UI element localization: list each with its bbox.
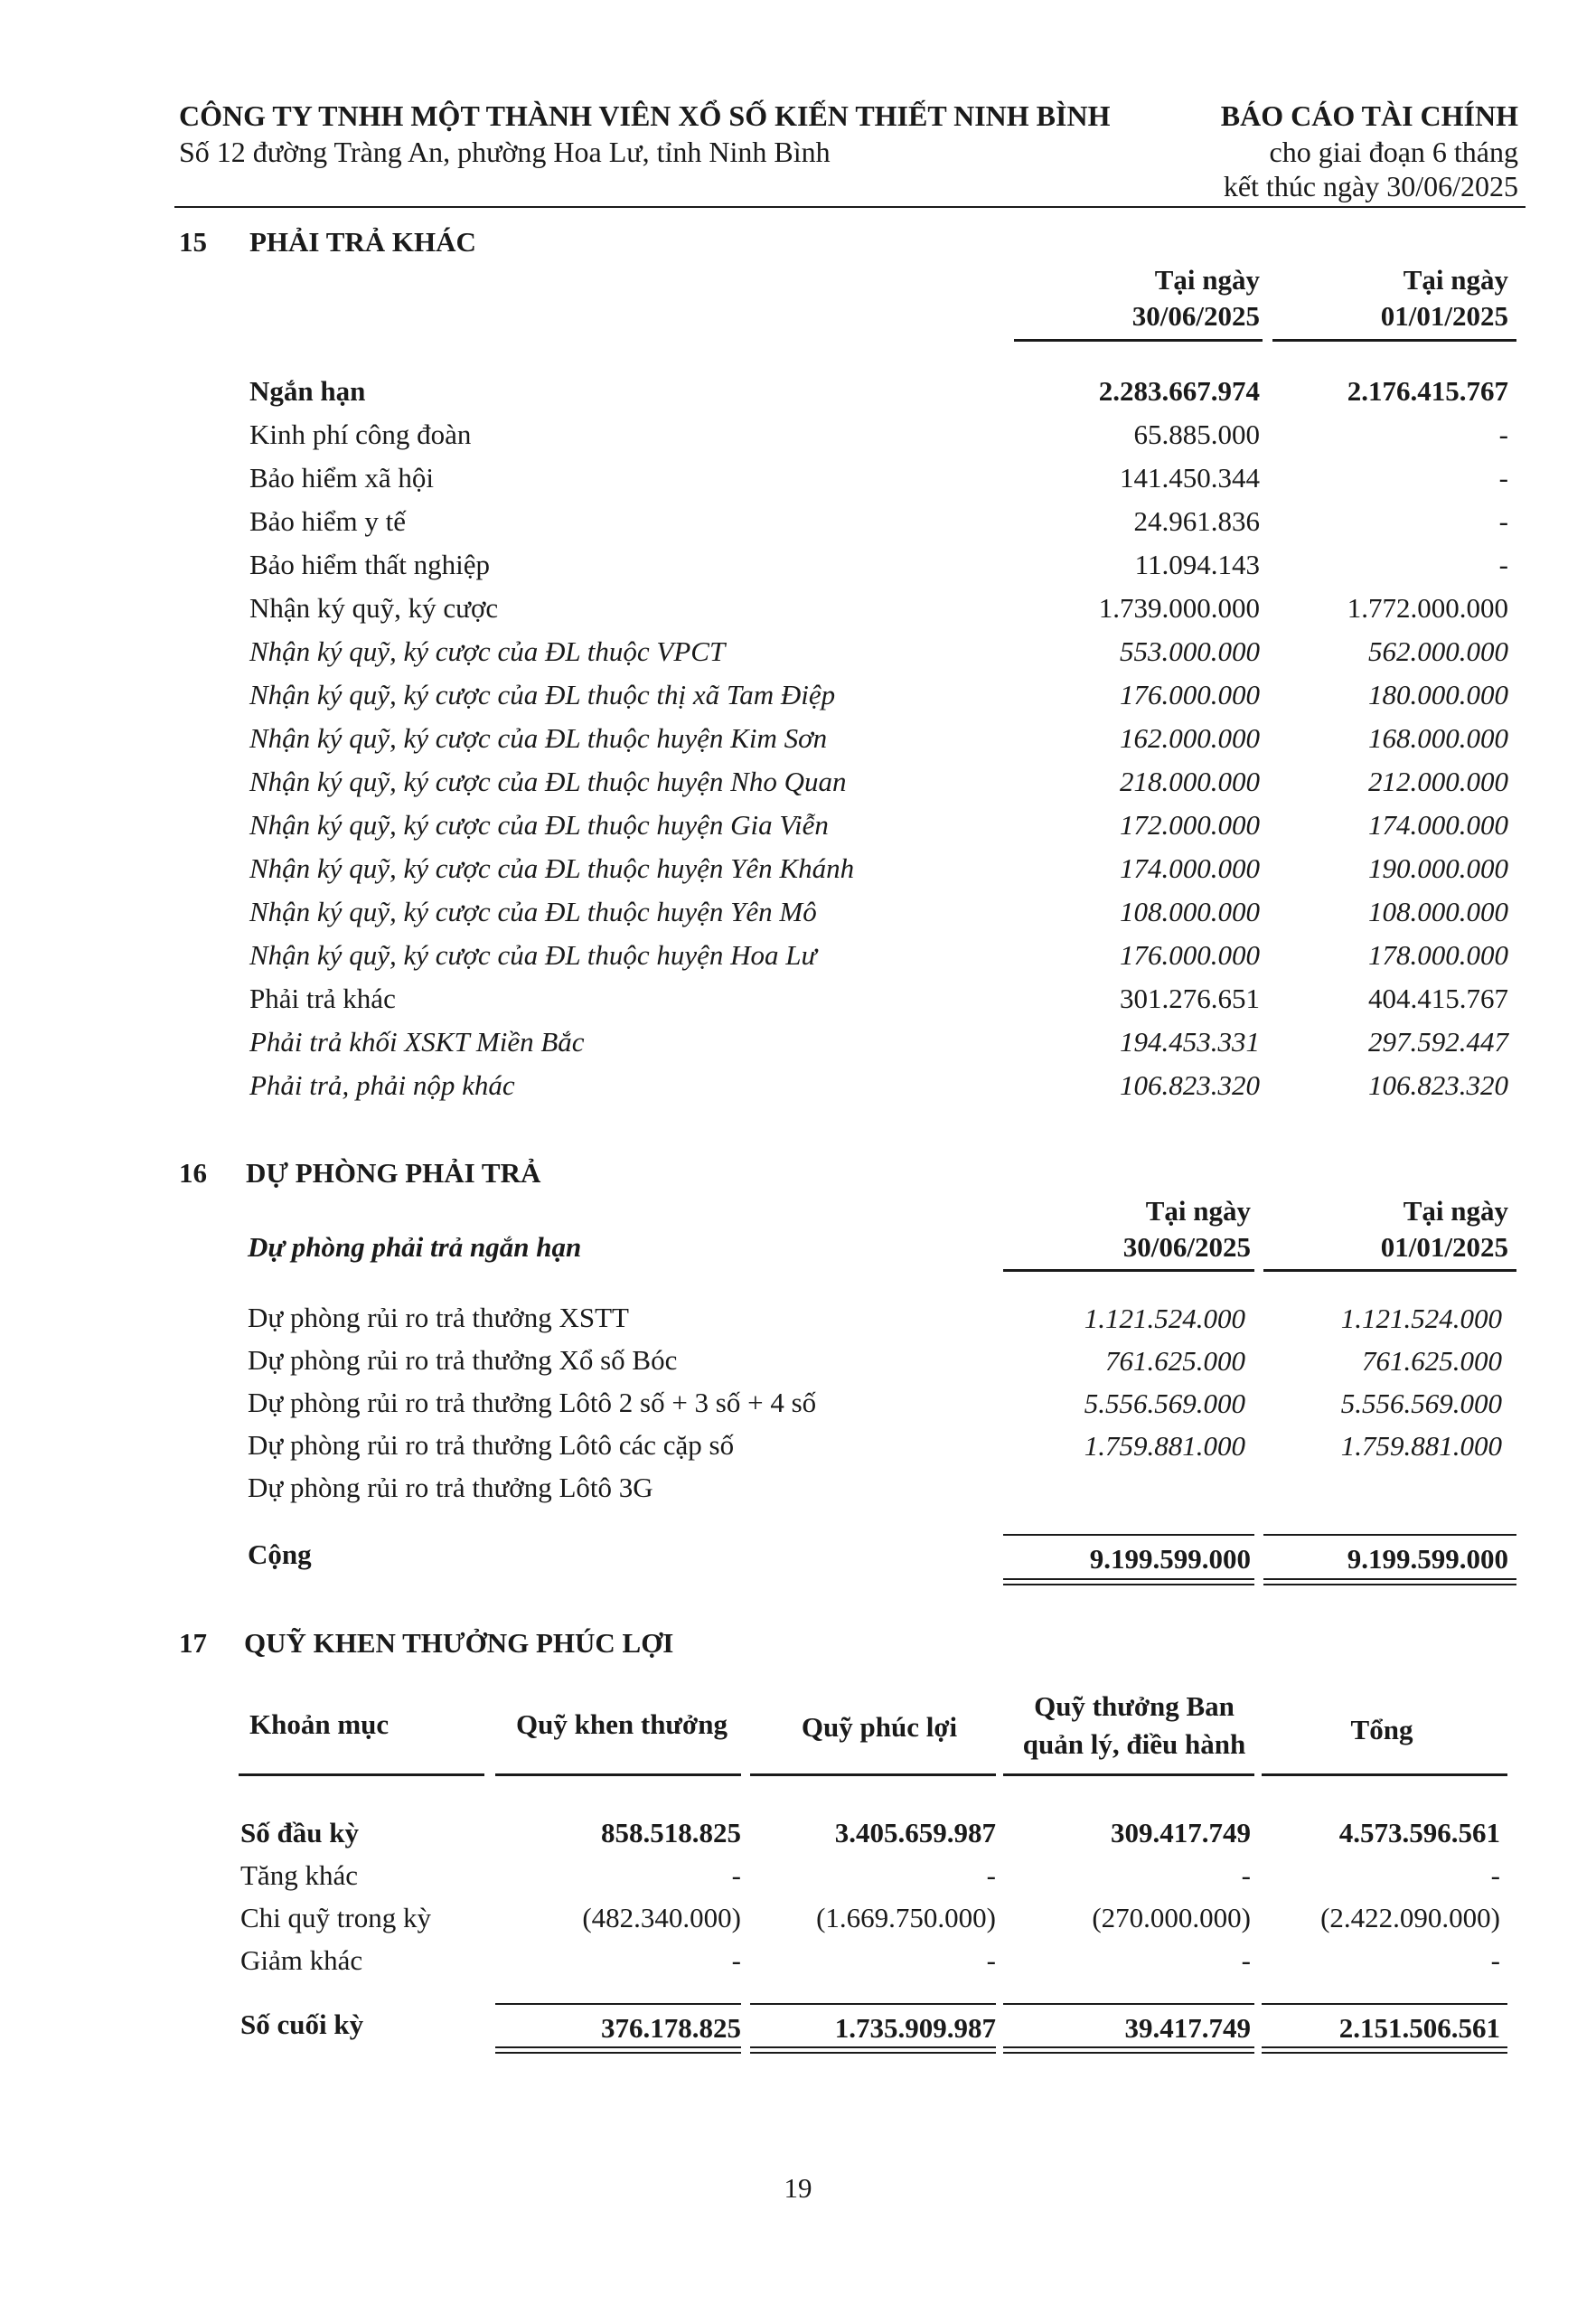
s15-row-label: Bảo hiểm xã hội xyxy=(249,462,435,494)
s16-total-label: Cộng xyxy=(248,1538,312,1570)
s17-row-c2: (1.669.750.000) xyxy=(816,1902,996,1933)
s16-total-top-rule xyxy=(1003,1534,1254,1536)
s16-col2-header-rule xyxy=(1263,1269,1516,1272)
s17-header-c2: Quỹ phúc lợi xyxy=(801,1711,958,1743)
s17-end-top-rule xyxy=(1003,2003,1254,2005)
s15-col1-header-l2: 30/06/2025 xyxy=(1131,300,1260,332)
s15-row-label: Nhận ký quỹ, ký cược của ĐL thuộc huyện Hoa Lư xyxy=(249,939,817,971)
s15-col2-header-l2: 01/01/2025 xyxy=(1380,300,1508,332)
s17-row-c4: (2.422.090.000) xyxy=(1320,1902,1500,1933)
s15-row-v1: 141.450.344 xyxy=(1120,462,1260,494)
s17-row-c2: - xyxy=(986,1944,996,1976)
s16-row-v2: 1.121.524.000 xyxy=(1340,1303,1502,1334)
s15-row-label: Ngắn hạn xyxy=(249,375,366,407)
s16-total-double-rule xyxy=(1263,1578,1516,1585)
s17-end-c4: 2.151.506.561 xyxy=(1338,2012,1500,2044)
s15-row-v2: 1.772.000.000 xyxy=(1347,592,1508,624)
s15-row-v2: 190.000.000 xyxy=(1368,852,1508,884)
s17-header-item: Khoản mục xyxy=(249,1708,390,1740)
s15-col2-header-rule xyxy=(1272,339,1516,342)
page-number: 19 xyxy=(784,2172,812,2204)
s15-row-v1: 2.283.667.974 xyxy=(1098,375,1260,407)
s17-header-c3-l1: Quỹ thưởng Ban xyxy=(1034,1690,1235,1722)
company-name: CÔNG TY TNHH MỘT THÀNH VIÊN XỔ SỐ KIẾN THIẾT NINH BÌNH xyxy=(179,99,1111,132)
s17-row-label: Chi quỹ trong kỳ xyxy=(240,1902,431,1933)
s17-end-double-rule xyxy=(495,2046,741,2054)
s17-row-c4: - xyxy=(1490,1944,1500,1976)
s15-row-v1: 553.000.000 xyxy=(1120,635,1260,667)
s15-col2-header-l1: Tại ngày xyxy=(1403,264,1508,296)
s17-row-c1: 858.518.825 xyxy=(601,1817,741,1848)
s17-row-c2: - xyxy=(986,1859,996,1891)
s15-row-label: Nhận ký quỹ, ký cược của ĐL thuộc VPCT xyxy=(249,635,726,667)
s17-row-c3: 309.417.749 xyxy=(1111,1817,1251,1848)
s16-row-v1: 5.556.569.000 xyxy=(1084,1387,1245,1419)
s17-header-c4: Tổng xyxy=(1350,1714,1413,1745)
s15-row-v1: 108.000.000 xyxy=(1120,896,1260,927)
s16-row-v1: 1.759.881.000 xyxy=(1084,1430,1245,1462)
s15-row-v1: 301.276.651 xyxy=(1120,983,1260,1014)
s17-header-rule xyxy=(239,1773,484,1776)
s15-row-label: Nhận ký quỹ, ký cược của ĐL thuộc huyện Yên Mô xyxy=(249,896,817,927)
s15-row-v2: 180.000.000 xyxy=(1368,679,1508,710)
s16-row-label: Dự phòng rủi ro trả thưởng Lôtô các cặp số xyxy=(248,1429,735,1461)
s15-row-v2: - xyxy=(1498,505,1508,537)
s16-total-v1: 9.199.599.000 xyxy=(1089,1543,1251,1575)
s15-row-label: Kinh phí công đoàn xyxy=(249,419,472,450)
s15-row-v2: 297.592.447 xyxy=(1368,1026,1508,1058)
s15-row-v1: 1.739.000.000 xyxy=(1098,592,1260,624)
s16-total-top-rule xyxy=(1263,1534,1516,1536)
s15-row-v1: 174.000.000 xyxy=(1120,852,1260,884)
section-15-number: 15 xyxy=(179,226,207,258)
s15-row-label: Nhận ký quỹ, ký cược của ĐL thuộc huyện Nho Quan xyxy=(249,766,847,797)
s15-row-v1: 172.000.000 xyxy=(1120,809,1260,841)
s16-row-v1: 761.625.000 xyxy=(1105,1345,1245,1377)
report-period-line2: kết thúc ngày 30/06/2025 xyxy=(1223,170,1518,202)
s17-end-top-rule xyxy=(1262,2003,1507,2005)
s16-row-label: Dự phòng rủi ro trả thưởng XSTT xyxy=(248,1302,629,1333)
s15-row-v2: 562.000.000 xyxy=(1368,635,1508,667)
s17-row-c2: 3.405.659.987 xyxy=(834,1817,996,1848)
section-17-title: QUỸ KHEN THƯỞNG PHÚC LỢI xyxy=(244,1627,674,1659)
header-rule xyxy=(174,206,1526,208)
s15-row-label: Phải trả khác xyxy=(249,983,396,1014)
s15-row-label: Phải trả, phải nộp khác xyxy=(249,1069,515,1101)
s17-row-label: Giảm khác xyxy=(240,1944,363,1976)
s17-end-double-rule xyxy=(1262,2046,1507,2054)
s16-row-label: Dự phòng rủi ro trả thưởng Xổ số Bóc xyxy=(248,1344,678,1376)
s17-row-label: Số đầu kỳ xyxy=(240,1817,359,1848)
s15-row-v1: 24.961.836 xyxy=(1133,505,1260,537)
section-17-number: 17 xyxy=(179,1627,207,1659)
section-15-title: PHẢI TRẢ KHÁC xyxy=(249,226,476,258)
s17-row-c3: - xyxy=(1241,1944,1251,1976)
s16-total-double-rule xyxy=(1003,1578,1254,1585)
s15-col1-header-rule xyxy=(1014,339,1263,342)
s16-col1-header-l2: 30/06/2025 xyxy=(1122,1231,1251,1263)
s16-subtitle: Dự phòng phải trả ngắn hạn xyxy=(248,1231,582,1263)
s17-end-double-rule xyxy=(750,2046,996,2054)
s15-row-label: Nhận ký quỹ, ký cược của ĐL thuộc thị xã Tam Điệp xyxy=(249,679,836,710)
report-title: BÁO CÁO TÀI CHÍNH xyxy=(1220,99,1518,132)
s15-col1-header-l1: Tại ngày xyxy=(1154,264,1260,296)
s17-row-c3: (270.000.000) xyxy=(1092,1902,1251,1933)
s15-row-v2: 168.000.000 xyxy=(1368,722,1508,754)
s15-row-v2: 212.000.000 xyxy=(1368,766,1508,797)
s16-row-v2: 761.625.000 xyxy=(1362,1345,1502,1377)
s16-row-v2: 5.556.569.000 xyxy=(1340,1387,1502,1419)
s16-row-label: Dự phòng rủi ro trả thưởng Lôtô 2 số + 3 số + 4 số xyxy=(248,1387,817,1418)
company-address: Số 12 đường Tràng An, phường Hoa Lư, tỉnh Ninh Bình xyxy=(179,136,831,168)
s15-row-v1: 194.453.331 xyxy=(1120,1026,1260,1058)
s17-end-label: Số cuối kỳ xyxy=(240,2008,364,2040)
s15-row-v2: 2.176.415.767 xyxy=(1347,375,1508,407)
s17-header-c3-l2: quản lý, điều hành xyxy=(1022,1728,1246,1760)
s15-row-v2: 174.000.000 xyxy=(1368,809,1508,841)
s17-header-rule xyxy=(750,1773,996,1776)
s17-end-c2: 1.735.909.987 xyxy=(834,2012,996,2044)
s17-end-double-rule xyxy=(1003,2046,1254,2054)
s17-row-label: Tăng khác xyxy=(240,1859,358,1891)
s16-row-label: Dự phòng rủi ro trả thưởng Lôtô 3G xyxy=(248,1472,653,1503)
s16-col2-header-l1: Tại ngày xyxy=(1403,1195,1508,1227)
s15-row-label: Bảo hiểm thất nghiệp xyxy=(249,549,491,580)
s16-col1-header-rule xyxy=(1003,1269,1254,1272)
s15-row-label: Nhận ký quỹ, ký cược xyxy=(249,592,499,624)
s17-row-c4: - xyxy=(1490,1859,1500,1891)
s15-row-v1: 218.000.000 xyxy=(1120,766,1260,797)
s15-row-v2: 108.000.000 xyxy=(1368,896,1508,927)
s17-end-c3: 39.417.749 xyxy=(1124,2012,1251,2044)
s15-row-v2: 106.823.320 xyxy=(1368,1069,1508,1101)
s15-row-v1: 65.885.000 xyxy=(1133,419,1260,450)
s17-header-rule xyxy=(495,1773,741,1776)
s17-row-c1: - xyxy=(731,1944,741,1976)
s16-total-v2: 9.199.599.000 xyxy=(1347,1543,1508,1575)
s15-row-v2: - xyxy=(1498,462,1508,494)
s17-row-c1: (482.340.000) xyxy=(582,1902,741,1933)
s17-end-top-rule xyxy=(750,2003,996,2005)
s17-header-rule xyxy=(1003,1773,1254,1776)
s15-row-label: Nhận ký quỹ, ký cược của ĐL thuộc huyện Gia Viễn xyxy=(249,809,829,841)
s15-row-v1: 176.000.000 xyxy=(1120,679,1260,710)
section-16-number: 16 xyxy=(179,1157,207,1189)
s16-row-v2: 1.759.881.000 xyxy=(1340,1430,1502,1462)
s17-header-c1: Quỹ khen thưởng xyxy=(516,1708,728,1740)
s15-row-label: Nhận ký quỹ, ký cược của ĐL thuộc huyện Yên Khánh xyxy=(249,852,855,884)
s15-row-v1: 176.000.000 xyxy=(1120,939,1260,971)
report-period-line1: cho giai đoạn 6 tháng xyxy=(1269,136,1518,168)
section-16-title: DỰ PHÒNG PHẢI TRẢ xyxy=(246,1157,541,1189)
s15-row-v2: 404.415.767 xyxy=(1368,983,1508,1014)
s15-row-v1: 162.000.000 xyxy=(1120,722,1260,754)
s15-row-v1: 106.823.320 xyxy=(1120,1069,1260,1101)
s16-col2-header-l2: 01/01/2025 xyxy=(1380,1231,1508,1263)
s15-row-label: Bảo hiểm y tế xyxy=(249,505,407,537)
s16-col1-header-l1: Tại ngày xyxy=(1145,1195,1251,1227)
s17-row-c3: - xyxy=(1241,1859,1251,1891)
s16-row-v1: 1.121.524.000 xyxy=(1084,1303,1245,1334)
s17-row-c4: 4.573.596.561 xyxy=(1338,1817,1500,1848)
s15-row-label: Nhận ký quỹ, ký cược của ĐL thuộc huyện Kim Sơn xyxy=(249,722,828,754)
s15-row-v2: - xyxy=(1498,419,1508,450)
s15-row-v2: - xyxy=(1498,549,1508,580)
s17-end-c1: 376.178.825 xyxy=(601,2012,741,2044)
s17-row-c1: - xyxy=(731,1859,741,1891)
s17-end-top-rule xyxy=(495,2003,741,2005)
s15-row-v1: 11.094.143 xyxy=(1134,549,1260,580)
s15-row-v2: 178.000.000 xyxy=(1368,939,1508,971)
s15-row-label: Phải trả khối XSKT Miền Bắc xyxy=(249,1026,585,1058)
s17-header-rule xyxy=(1262,1773,1507,1776)
